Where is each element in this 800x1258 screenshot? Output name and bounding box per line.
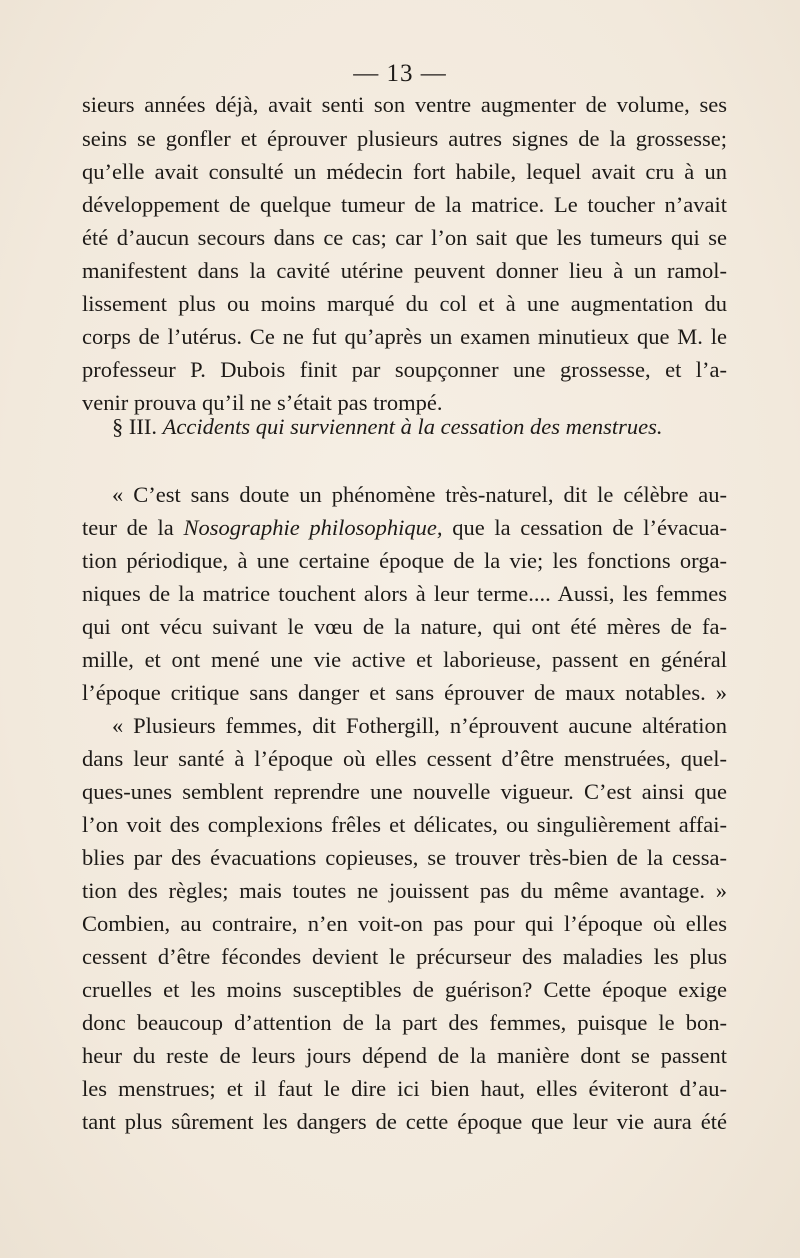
text-line: tant plus sûrement les dangers de cette époque que leur vie aura été	[82, 1109, 727, 1134]
text-segment: que la cessation de l’évacua-	[442, 515, 727, 540]
text-line: dans leur santé à l’époque où elles cessent d’être menstruées, quel-	[82, 746, 727, 771]
page-number: — 13 —	[353, 60, 447, 87]
text-line: Combien, au contraire, n’en voit-on pas pour qui l’époque où elles	[82, 911, 727, 936]
text-line: développement de quelque tumeur de la matrice. Le toucher n’avait	[82, 192, 727, 217]
text-line: « C’est sans doute un phénomène très-naturel, dit le célèbre au-	[112, 482, 727, 507]
text-line: mille, et ont mené une vie active et laborieuse, passent en général	[82, 647, 727, 672]
section-title: Accidents qui surviennent à la cessation des menstrues.	[162, 414, 663, 439]
text-line: blies par des évacuations copieuses, se trouver très-bien de la cessa-	[82, 845, 727, 870]
text-line: qui ont vécu suivant le vœu de la nature, qui ont été mères de fa-	[82, 614, 727, 639]
text-line: heur du reste de leurs jours dépend de la manière dont se passent	[82, 1043, 727, 1068]
text-segment: teur de la	[82, 515, 184, 540]
text-line: venir prouva qu’il ne s’était pas trompé.	[82, 390, 443, 415]
text-line: lissement plus ou moins marqué du col et à une augmentation du	[82, 291, 727, 316]
section-number: § III.	[112, 414, 157, 439]
text-line: sieurs années déjà, avait senti son ventre augmenter de volume, ses	[82, 92, 727, 117]
text-line: « Plusieurs femmes, dit Fothergill, n’éprouvent aucune altération	[112, 713, 727, 738]
text-line: tion des règles; mais toutes ne jouissent pas du même avantage. »	[82, 878, 727, 903]
text-line: qu’elle avait consulté un médecin fort habile, lequel avait cru à un	[82, 159, 727, 184]
text-line: ques-unes semblent reprendre une nouvelle vigueur. C’est ainsi que	[82, 779, 727, 804]
text-line: manifestent dans la cavité utérine peuvent donner lieu à un ramol-	[82, 258, 727, 283]
text-line: cessent d’être fécondes devient le précurseur des maladies les plus	[82, 944, 727, 969]
text-line: professeur P. Dubois finit par soupçonner une grossesse, et l’a-	[82, 357, 727, 382]
text-line: été d’aucun secours dans ce cas; car l’on sait que les tumeurs qui se	[82, 225, 727, 250]
text-line: tion périodique, à une certaine époque de la vie; les fonctions orga-	[82, 548, 727, 573]
text-line: l’on voit des complexions frêles et délicates, ou singulièrement affai-	[82, 812, 727, 837]
book-title: Nosographie philosophique,	[183, 515, 443, 540]
text-line-mixed	[82, 511, 727, 545]
text-line: seins se gonfler et éprouver plusieurs autres signes de la grossesse;	[82, 126, 727, 151]
text-line: les menstrues; et il faut le dire ici bien haut, elles éviteront d’au-	[82, 1076, 727, 1101]
text-line: corps de l’utérus. Ce ne fut qu’après un examen minutieux que M. le	[82, 324, 727, 349]
text-line: niques de la matrice touchent alors à leur terme.... Aussi, les femmes	[82, 581, 727, 606]
text-line: donc beaucoup d’attention de la part des femmes, puisque le bon-	[82, 1010, 727, 1035]
text-line: l’époque critique sans danger et sans éprouver de maux notables. »	[82, 680, 727, 705]
text-line: cruelles et les moins susceptibles de guérison? Cette époque exige	[82, 977, 727, 1002]
